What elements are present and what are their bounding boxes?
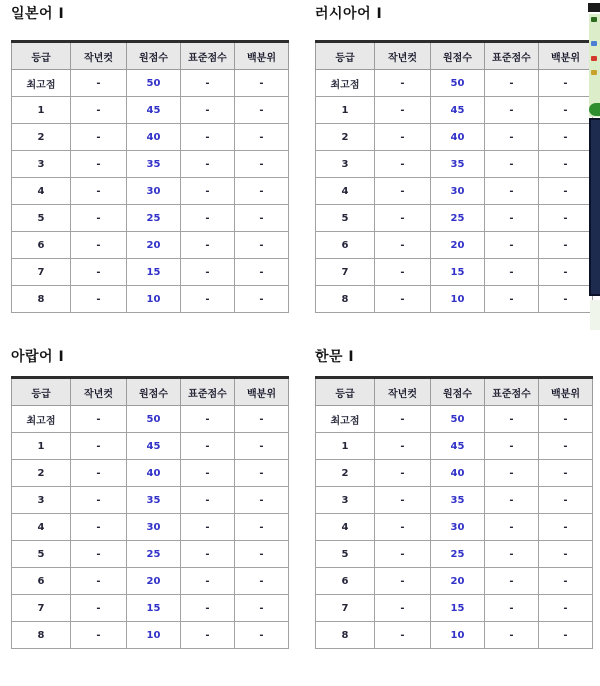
grade-cell: 4 [316, 514, 375, 541]
value-cell: - [375, 406, 431, 433]
value-cell: 15 [127, 259, 181, 286]
value-cell: - [181, 259, 235, 286]
clipped-text-fragment [591, 41, 597, 46]
value-cell: - [375, 487, 431, 514]
value-cell: - [539, 568, 593, 595]
grade-cell: 2 [316, 124, 375, 151]
score-table [315, 376, 593, 649]
value-cell: - [181, 433, 235, 460]
value-cell: 25 [431, 205, 485, 232]
value-cell: 40 [127, 124, 181, 151]
table-row [316, 568, 593, 595]
value-cell: - [539, 151, 593, 178]
value-cell: - [375, 232, 431, 259]
value-cell: - [181, 151, 235, 178]
table-row [316, 460, 593, 487]
value-cell: - [71, 406, 127, 433]
clipped-banner-bar [588, 3, 600, 12]
section-title: 일본어 I [11, 6, 65, 22]
value-cell: - [181, 487, 235, 514]
value-cell: - [485, 595, 539, 622]
value-cell: 45 [127, 433, 181, 460]
value-cell: - [539, 406, 593, 433]
table-row [316, 487, 593, 514]
value-cell: - [71, 568, 127, 595]
table-row [316, 514, 593, 541]
score-block-hanmun [315, 349, 599, 649]
value-cell: 35 [127, 151, 181, 178]
value-cell: - [181, 460, 235, 487]
table-row [316, 433, 593, 460]
value-cell: - [235, 259, 289, 286]
value-cell: - [181, 595, 235, 622]
section-title: 아랍어 I [11, 349, 65, 365]
grade-cell: 3 [316, 487, 375, 514]
value-cell: - [539, 541, 593, 568]
column-header: 원점수 [431, 42, 485, 70]
value-cell: - [235, 433, 289, 460]
value-cell: - [485, 568, 539, 595]
table-row [12, 124, 289, 151]
grade-cell: 6 [12, 232, 71, 259]
table-row [12, 259, 289, 286]
value-cell: - [71, 70, 127, 97]
value-cell: 15 [431, 595, 485, 622]
value-cell: - [375, 70, 431, 97]
grade-cell: 8 [12, 622, 71, 649]
value-cell: 10 [127, 622, 181, 649]
column-header: 작년컷 [375, 378, 431, 406]
column-header: 등급 [316, 42, 375, 70]
value-cell: - [539, 514, 593, 541]
grade-cell: 7 [12, 595, 71, 622]
value-cell: - [71, 541, 127, 568]
grade-cell: 3 [316, 151, 375, 178]
grade-cell: 7 [316, 259, 375, 286]
value-cell: 10 [127, 286, 181, 313]
clipped-navy-box [589, 118, 600, 296]
value-cell: - [235, 622, 289, 649]
grade-cell: 5 [316, 205, 375, 232]
grade-cell: 최고점 [12, 406, 71, 433]
value-cell: 30 [127, 514, 181, 541]
value-cell: - [485, 124, 539, 151]
column-header: 작년컷 [71, 378, 127, 406]
column-header: 표준점수 [485, 378, 539, 406]
value-cell: - [375, 460, 431, 487]
value-cell: - [539, 259, 593, 286]
value-cell: - [181, 406, 235, 433]
value-cell: 35 [431, 487, 485, 514]
value-cell: 20 [431, 568, 485, 595]
table-header-row [12, 42, 289, 70]
value-cell: 45 [431, 433, 485, 460]
value-cell: - [375, 97, 431, 124]
grade-cell: 8 [316, 286, 375, 313]
grade-cell: 6 [316, 568, 375, 595]
value-cell: - [71, 514, 127, 541]
value-cell: - [71, 460, 127, 487]
value-cell: - [235, 286, 289, 313]
value-cell: - [375, 622, 431, 649]
grade-cell: 8 [316, 622, 375, 649]
value-cell: - [181, 70, 235, 97]
column-header: 원점수 [431, 378, 485, 406]
value-cell: - [181, 124, 235, 151]
table-row [316, 151, 593, 178]
value-cell: - [235, 97, 289, 124]
value-cell: - [539, 433, 593, 460]
table-row [12, 487, 289, 514]
column-header: 원점수 [127, 378, 181, 406]
clipped-badge-icon [589, 103, 600, 116]
value-cell: 40 [431, 460, 485, 487]
table-row [316, 124, 593, 151]
grade-cell: 5 [12, 541, 71, 568]
grade-cell: 4 [12, 514, 71, 541]
value-cell: - [235, 151, 289, 178]
value-cell: - [71, 286, 127, 313]
grade-cell: 최고점 [12, 70, 71, 97]
table-row [316, 541, 593, 568]
value-cell: - [181, 286, 235, 313]
grade-cell: 최고점 [316, 406, 375, 433]
value-cell: - [375, 259, 431, 286]
value-cell: 45 [127, 97, 181, 124]
value-cell: 40 [127, 460, 181, 487]
value-cell: - [71, 124, 127, 151]
value-cell: 10 [431, 622, 485, 649]
value-cell: - [235, 406, 289, 433]
clipped-text-fragment [591, 70, 597, 75]
value-cell: - [235, 487, 289, 514]
table-header-row [316, 42, 593, 70]
value-cell: 15 [431, 259, 485, 286]
value-cell: - [485, 70, 539, 97]
grade-cell: 최고점 [316, 70, 375, 97]
value-cell: - [235, 541, 289, 568]
score-block-arabic [11, 349, 295, 649]
value-cell: - [71, 97, 127, 124]
column-header: 등급 [12, 378, 71, 406]
value-cell: 50 [431, 406, 485, 433]
value-cell: - [235, 568, 289, 595]
clipped-text-fragment [591, 56, 597, 61]
grade-cell: 5 [12, 205, 71, 232]
value-cell: - [71, 433, 127, 460]
value-cell: - [485, 259, 539, 286]
value-cell: - [485, 541, 539, 568]
value-cell: - [485, 286, 539, 313]
score-block-japanese [11, 6, 295, 313]
value-cell: 10 [431, 286, 485, 313]
value-cell: - [375, 433, 431, 460]
table-row [316, 286, 593, 313]
value-cell: - [375, 286, 431, 313]
grade-cell: 1 [316, 97, 375, 124]
value-cell: 20 [127, 568, 181, 595]
value-cell: - [235, 70, 289, 97]
table-row [12, 151, 289, 178]
score-table [315, 40, 593, 313]
table-row [12, 70, 289, 97]
score-table [11, 40, 289, 313]
value-cell: - [71, 595, 127, 622]
score-block-russian [315, 6, 599, 313]
clipped-pale-panel [590, 300, 600, 330]
grade-cell: 2 [12, 124, 71, 151]
value-cell: - [71, 232, 127, 259]
table-header-row [316, 378, 593, 406]
value-cell: - [235, 595, 289, 622]
value-cell: 25 [127, 541, 181, 568]
grade-cell: 7 [316, 595, 375, 622]
value-cell: - [375, 151, 431, 178]
value-cell: - [235, 124, 289, 151]
value-cell: - [539, 286, 593, 313]
value-cell: 30 [431, 514, 485, 541]
value-cell: 30 [431, 178, 485, 205]
column-header: 등급 [12, 42, 71, 70]
clipped-green-panel [589, 14, 600, 117]
value-cell: 35 [127, 487, 181, 514]
section-title: 한문 I [315, 349, 355, 365]
value-cell: - [485, 97, 539, 124]
clipped-right-widget [588, 0, 600, 340]
column-header: 등급 [316, 378, 375, 406]
value-cell: - [485, 232, 539, 259]
column-header: 작년컷 [375, 42, 431, 70]
column-header: 작년컷 [71, 42, 127, 70]
value-cell: - [71, 151, 127, 178]
value-cell: - [71, 205, 127, 232]
value-cell: - [485, 433, 539, 460]
value-cell: - [181, 178, 235, 205]
section-title: 러시아어 I [315, 6, 383, 22]
table-row [12, 97, 289, 124]
column-header: 백분위 [539, 42, 593, 70]
grade-cell: 8 [12, 286, 71, 313]
value-cell: - [375, 124, 431, 151]
grade-cell: 3 [12, 151, 71, 178]
value-cell: - [485, 622, 539, 649]
column-header: 백분위 [539, 378, 593, 406]
value-cell: - [181, 514, 235, 541]
table-header-row [12, 378, 289, 406]
table-row [12, 406, 289, 433]
value-cell: - [235, 205, 289, 232]
grade-cell: 1 [316, 433, 375, 460]
value-cell: - [181, 232, 235, 259]
column-header: 원점수 [127, 42, 181, 70]
table-row [12, 595, 289, 622]
value-cell: - [375, 205, 431, 232]
value-cell: - [375, 541, 431, 568]
value-cell: - [539, 487, 593, 514]
value-cell: - [485, 487, 539, 514]
value-cell: - [485, 205, 539, 232]
value-cell: - [375, 178, 431, 205]
grade-cell: 1 [12, 97, 71, 124]
value-cell: - [539, 97, 593, 124]
table-row [12, 568, 289, 595]
table-row [316, 178, 593, 205]
value-cell: - [71, 259, 127, 286]
table-row [316, 70, 593, 97]
value-cell: - [181, 541, 235, 568]
table-row [12, 286, 289, 313]
value-cell: 40 [431, 124, 485, 151]
value-cell: - [181, 205, 235, 232]
value-cell: - [181, 97, 235, 124]
grade-cell: 3 [12, 487, 71, 514]
column-header: 표준점수 [181, 378, 235, 406]
value-cell: - [71, 622, 127, 649]
grade-cell: 2 [316, 460, 375, 487]
table-row [12, 205, 289, 232]
clipped-text-fragment [591, 17, 597, 22]
grade-cell: 2 [12, 460, 71, 487]
value-cell: - [235, 460, 289, 487]
value-cell: - [71, 178, 127, 205]
column-header: 백분위 [235, 378, 289, 406]
value-cell: - [539, 178, 593, 205]
value-cell: - [375, 514, 431, 541]
value-cell: 20 [127, 232, 181, 259]
table-row [316, 622, 593, 649]
table-row [12, 178, 289, 205]
value-cell: - [539, 70, 593, 97]
table-row [316, 232, 593, 259]
value-cell: - [375, 568, 431, 595]
value-cell: 25 [127, 205, 181, 232]
value-cell: - [375, 595, 431, 622]
value-cell: - [539, 124, 593, 151]
value-cell: 50 [431, 70, 485, 97]
value-cell: - [485, 406, 539, 433]
value-cell: - [181, 622, 235, 649]
value-cell: 20 [431, 232, 485, 259]
table-row [316, 406, 593, 433]
grade-cell: 4 [12, 178, 71, 205]
value-cell: - [539, 595, 593, 622]
grade-cell: 4 [316, 178, 375, 205]
value-cell: - [181, 568, 235, 595]
score-table [11, 376, 289, 649]
value-cell: - [235, 178, 289, 205]
table-row [12, 232, 289, 259]
value-cell: - [539, 622, 593, 649]
grade-cell: 7 [12, 259, 71, 286]
table-row [12, 460, 289, 487]
table-row [316, 97, 593, 124]
value-cell: - [235, 514, 289, 541]
table-row [316, 205, 593, 232]
column-header: 표준점수 [181, 42, 235, 70]
grade-cell: 6 [316, 232, 375, 259]
value-cell: 45 [431, 97, 485, 124]
column-header: 표준점수 [485, 42, 539, 70]
value-cell: 15 [127, 595, 181, 622]
table-row [12, 622, 289, 649]
value-cell: - [71, 487, 127, 514]
table-row [316, 259, 593, 286]
table-row [12, 433, 289, 460]
value-cell: - [539, 232, 593, 259]
grade-cell: 1 [12, 433, 71, 460]
value-cell: - [539, 205, 593, 232]
table-row [12, 541, 289, 568]
value-cell: - [485, 151, 539, 178]
grade-cell: 6 [12, 568, 71, 595]
grade-cell: 5 [316, 541, 375, 568]
value-cell: 25 [431, 541, 485, 568]
table-row [12, 514, 289, 541]
value-cell: 50 [127, 70, 181, 97]
value-cell: 35 [431, 151, 485, 178]
value-cell: 30 [127, 178, 181, 205]
value-cell: - [235, 232, 289, 259]
value-cell: 50 [127, 406, 181, 433]
value-cell: - [539, 460, 593, 487]
value-cell: - [485, 178, 539, 205]
table-row [316, 595, 593, 622]
value-cell: - [485, 460, 539, 487]
value-cell: - [485, 514, 539, 541]
column-header: 백분위 [235, 42, 289, 70]
